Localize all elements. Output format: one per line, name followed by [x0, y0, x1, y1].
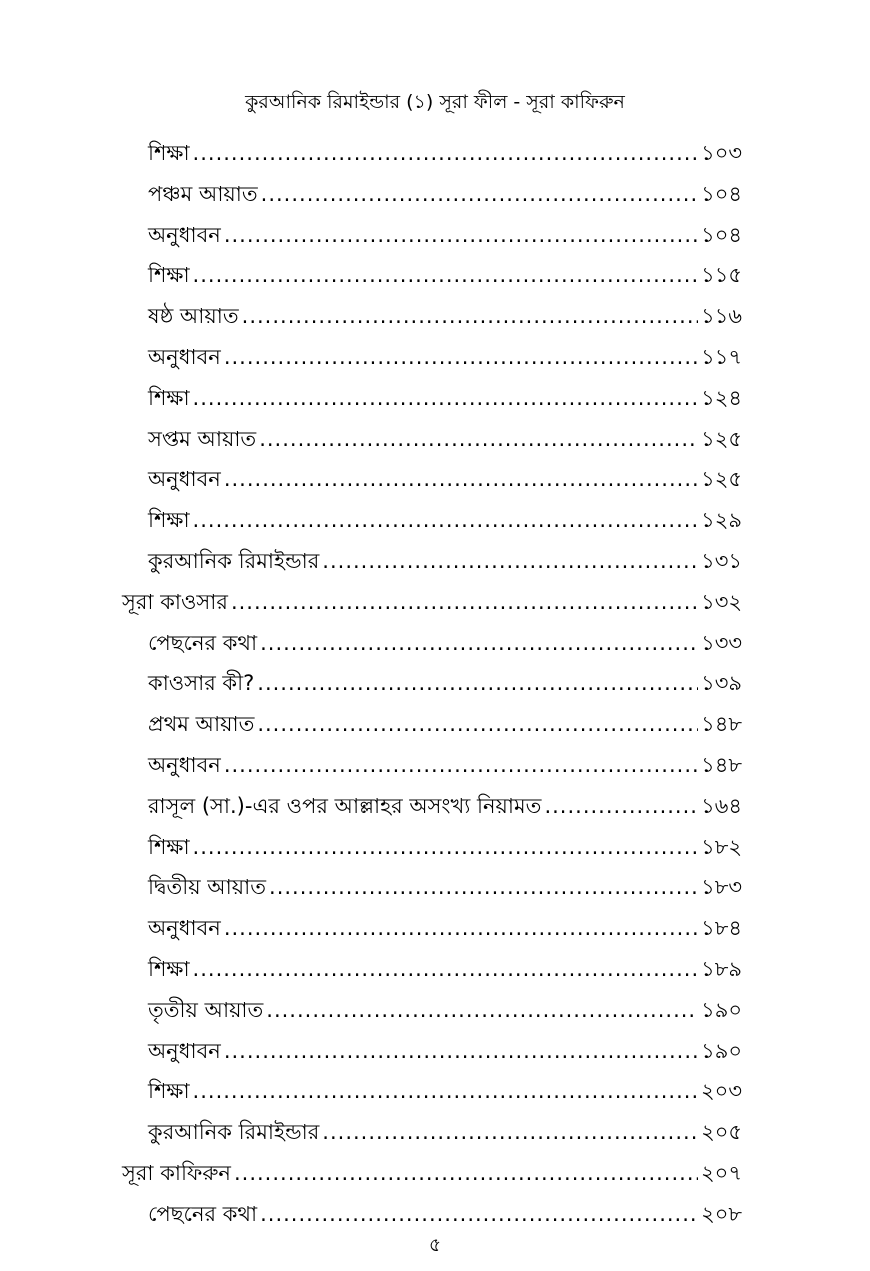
toc-entry-title: প্রথম আয়াত: [148, 712, 255, 737]
toc-dot-leader: [260, 630, 698, 656]
toc-entry-title: শিক্ষা: [148, 834, 190, 859]
toc-dot-leader: [193, 507, 699, 533]
toc-entry-title: কুরআনিক রিমাইন্ডার: [148, 1120, 320, 1145]
toc-dot-leader: [193, 956, 699, 982]
toc-entry: [148, 381, 742, 411]
toc-entry: [148, 258, 742, 288]
toc-entry-title: শিক্ষা: [148, 1079, 190, 1104]
toc-entry-title: শিক্ষা: [148, 263, 190, 288]
toc-dot-leader: [224, 1038, 698, 1064]
toc-entry-title: সপ্তম আয়াত: [148, 426, 257, 451]
toc-entry: [148, 1034, 742, 1064]
toc-entry-page: ১০৪: [701, 222, 742, 247]
toc-entry-page: ১২৪: [701, 385, 742, 410]
toc-entry: [148, 870, 742, 900]
toc-entry-page: ২০৫: [701, 1120, 742, 1145]
toc-entry: [148, 1197, 742, 1227]
toc-entry: [148, 748, 742, 778]
toc-entry-title: পেছনের কথা: [148, 630, 258, 655]
toc-entry: [148, 177, 742, 207]
toc-entry-title: অনুধাবন: [148, 916, 221, 941]
toc-dot-leader: [322, 548, 698, 574]
toc-dot-leader: [193, 385, 699, 411]
toc-entry-page: ২০৭: [701, 1161, 742, 1185]
toc-dot-leader: [193, 140, 699, 166]
toc-entry-title: রাসূল (সা.)-এর ওপর আল্লাহর অসংখ্য নিয়ামত: [148, 793, 542, 818]
toc-entry-page: ১২৫: [701, 467, 742, 492]
toc-entry: [148, 993, 742, 1023]
toc-dot-leader: [544, 793, 698, 819]
toc-dot-leader: [224, 466, 698, 492]
toc-entry: [148, 707, 742, 737]
toc-dot-leader: [224, 222, 698, 248]
toc-dot-leader: [242, 303, 698, 329]
toc-entry-title: শিক্ষা: [148, 508, 190, 533]
toc-dot-leader: [266, 997, 698, 1023]
toc-entry: [148, 340, 742, 370]
toc-entry-page: ১৩২: [701, 589, 742, 614]
toc-entry-page: ১৬৪: [701, 793, 742, 818]
toc-dot-leader: [224, 752, 698, 778]
toc-dot-leader: [261, 181, 698, 207]
toc-dot-leader: [193, 1078, 698, 1104]
toc-entry: [148, 503, 742, 533]
toc-dot-leader: [224, 915, 698, 941]
toc-entry-page: ১১৬: [701, 304, 742, 329]
toc-dot-leader: [269, 874, 698, 900]
toc-entry-title: কাওসার কী?: [148, 671, 255, 696]
toc-dot-leader: [224, 344, 698, 370]
toc-entry-title: অনুধাবন: [148, 467, 221, 492]
toc-dot-leader: [234, 1160, 698, 1186]
toc-entry-page: ১১৫: [701, 263, 742, 288]
toc-entry-title: শিক্ষা: [148, 385, 190, 410]
toc-entry-title: কুরআনিক রিমাইন্ডার: [148, 549, 320, 573]
toc-entry-title: দ্বিতীয় আয়াত: [148, 875, 267, 900]
toc-entry-title: সূরা কাওসার: [122, 589, 228, 614]
toc-dot-leader: [260, 1201, 698, 1227]
toc-entry-page: ১৮৯: [701, 957, 742, 981]
toc-entry-title: শিক্ষা: [148, 141, 190, 165]
toc-entry-page: ১২৯: [701, 508, 742, 533]
toc-dot-leader: [231, 589, 698, 615]
toc-entry-page: ১৮২: [701, 834, 742, 859]
toc-entry: [148, 1074, 742, 1104]
toc-entry-page: ১৩১: [701, 549, 742, 573]
toc-entry: [148, 422, 742, 452]
toc-entry-title: পঞ্চম আয়াত: [148, 181, 258, 206]
toc-entry-page: ১২৫: [701, 426, 742, 451]
toc-entry-page: ১৯০: [701, 1038, 742, 1063]
toc-entry: [148, 830, 742, 860]
toc-entry-page: ১০৪: [701, 181, 742, 206]
page-number: ৫: [428, 1234, 442, 1256]
toc-entry: [122, 1156, 742, 1186]
toc-entry: [148, 911, 742, 941]
toc-entry-page: ১১৭: [701, 345, 742, 369]
toc-entry-page: ১৩৯: [701, 671, 742, 696]
toc-entry-title: পেছনের কথা: [148, 1201, 258, 1226]
toc-dot-leader: [257, 711, 698, 737]
toc-entry: [148, 218, 742, 248]
toc-dot-leader: [193, 834, 699, 860]
toc-entry-page: ১৮৪: [701, 916, 742, 941]
toc-entry: [148, 544, 742, 574]
toc-dot-leader: [193, 262, 699, 288]
toc-entry-title: অনুধাবন: [148, 222, 221, 247]
toc-entry: [122, 585, 742, 615]
toc-entry: [148, 462, 742, 492]
toc-entry-title: তৃতীয় আয়াত: [148, 997, 264, 1022]
toc-dot-leader: [322, 1119, 698, 1145]
toc-entry-page: ১৯০: [701, 997, 742, 1022]
toc-entry-page: ১০৩: [701, 141, 742, 165]
toc-entry-page: ২০৮: [701, 1201, 742, 1226]
toc-entry-page: ২০৩: [701, 1079, 742, 1104]
toc-entry-title: ষষ্ঠ আয়াত: [148, 304, 239, 329]
toc-entry: [148, 789, 742, 819]
toc-entry-title: অনুধাবন: [148, 1038, 221, 1063]
toc-entry: [148, 1115, 742, 1145]
toc-entry: [148, 299, 742, 329]
toc-entry-title: অনুধাবন: [148, 753, 221, 777]
toc-entry: [148, 666, 742, 696]
toc-entry: [148, 952, 742, 982]
toc-entry-title: অনুধাবন: [148, 345, 221, 369]
toc-entry-page: ১৪৮: [701, 753, 742, 777]
toc-entry-title: সূরা কাফিরুন: [122, 1161, 231, 1185]
running-header: কুরআনিক রিমাইন্ডার (১) সূরা ফীল - সূরা কাফিরুন: [245, 91, 625, 113]
toc-entry-title: শিক্ষা: [148, 957, 190, 981]
toc-entry: [148, 626, 742, 656]
toc-dot-leader: [259, 426, 698, 452]
toc-entry-page: ১৮৩: [701, 875, 742, 900]
toc-entry-page: ১৪৮: [701, 712, 742, 737]
toc-entry-page: ১৩৩: [701, 630, 742, 655]
toc-dot-leader: [257, 670, 698, 696]
toc-entry: [148, 136, 742, 166]
